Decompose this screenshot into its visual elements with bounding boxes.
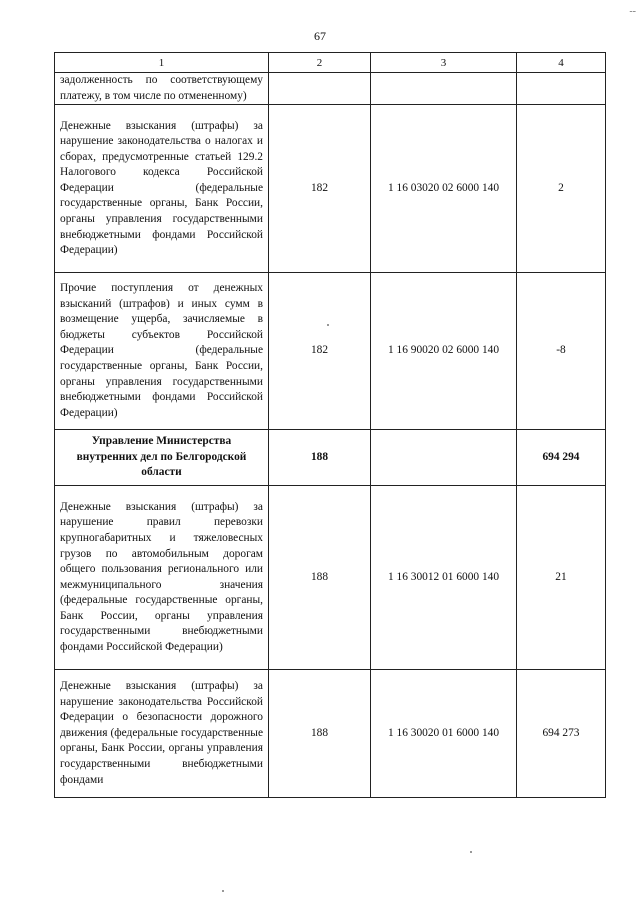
row-budget-code [371, 73, 517, 105]
scan-speck [222, 890, 224, 892]
row-amount: 694 273 [517, 670, 606, 798]
row-budget-code: 1 16 90020 02 6000 140 [371, 273, 517, 430]
table-row [55, 273, 606, 430]
table-row-section [55, 430, 606, 486]
row-name: Денежные взыскания (штрафы) за нарушение законодательства о налогах и сборах, предусмотренные статьей 129.2 Налогового кодекса Российской Федерации (федеральные государственные органы, Банк России, органы управления государственными внебюджетными фондами Российской Федерации) [55, 105, 269, 273]
section-name: Управление Министерства внутренних дел по Белгородской области [55, 430, 269, 486]
row-admin-code: 188 [269, 670, 371, 798]
row-budget-code: 1 16 30020 01 6000 140 [371, 670, 517, 798]
row-name: Прочие поступления от денежных взысканий (штрафов) и иных сумм в возмещение ущерба, зачисляемые в бюджеты субъектов Российской Федерации (федеральные государственные органы, Банк России, органы управления государственными внебюджетными фондами Российской Федерации) [55, 273, 269, 430]
row-budget-code [371, 430, 517, 486]
row-amount: 694 294 [517, 430, 606, 486]
row-admin-code: 188 [269, 486, 371, 670]
row-budget-code: 1 16 03020 02 6000 140 [371, 105, 517, 273]
header-col-1: 1 [55, 53, 269, 73]
table-row [55, 73, 606, 105]
row-name: задолженность по соответствующему платежу, в том числе по отмененному) [55, 73, 269, 105]
row-amount [517, 73, 606, 105]
row-amount: -8 [517, 273, 606, 430]
scan-speck [470, 851, 472, 853]
budget-table [54, 52, 606, 798]
scan-speck [327, 324, 329, 326]
row-name: Денежные взыскания (штрафы) за нарушение правил перевозки крупногабаритных и тяжеловесных грузов по автомобильным дорогам общего пользования регионального или межмуниципального значения (федеральные государственные органы, Банк России, органы управления государственными внебюджетными фондами Российской Федерации) [55, 486, 269, 670]
table-row [55, 105, 606, 273]
header-col-2: 2 [269, 53, 371, 73]
row-amount: 2 [517, 105, 606, 273]
row-admin-code: 182 [269, 105, 371, 273]
row-admin-code: 188 [269, 430, 371, 486]
row-admin-code [269, 73, 371, 105]
table-header-row [55, 53, 606, 73]
page-number: 67 [314, 29, 326, 43]
row-amount: 21 [517, 486, 606, 670]
header-col-3: 3 [371, 53, 517, 73]
table-row [55, 670, 606, 798]
header-col-4: 4 [517, 53, 606, 73]
corner-mark: -- [629, 6, 636, 17]
table-row [55, 486, 606, 670]
row-name: Денежные взыскания (штрафы) за нарушение законодательства Российской Федерации о безопасности дорожного движения (федеральные государственные органы, Банк России, органы управления государственными внебюджетными фондами [55, 670, 269, 798]
row-admin-code: 182 [269, 273, 371, 430]
row-budget-code: 1 16 30012 01 6000 140 [371, 486, 517, 670]
